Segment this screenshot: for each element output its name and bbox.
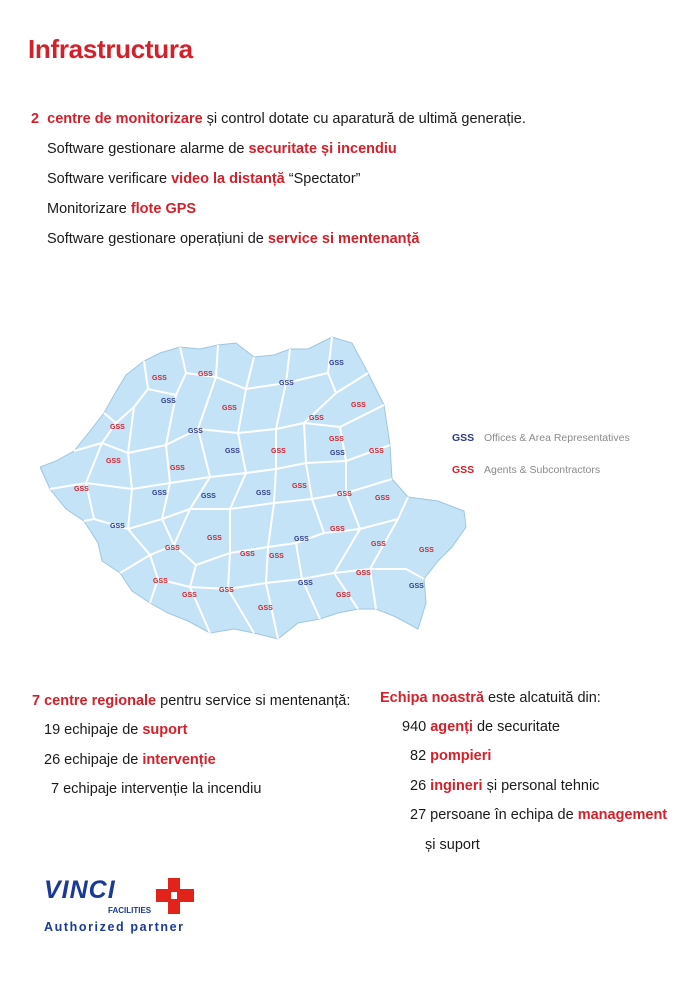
agent-marker: GSS	[271, 448, 286, 455]
legend-agents	[452, 464, 600, 476]
agent-marker: GSS	[329, 436, 344, 443]
office-marker: GSS	[279, 380, 294, 387]
legend-offices	[452, 432, 630, 444]
agent-marker: GSS	[419, 547, 434, 554]
office-marker: GSS	[110, 523, 125, 530]
office-marker: GSS	[330, 450, 345, 457]
agent-marker: GSS	[330, 526, 345, 533]
office-marker: GSS	[188, 428, 203, 435]
team-item-3-number: 26	[410, 778, 431, 794]
agent-marker: GSS	[198, 371, 213, 378]
regional-item-1-text: 19 echipaje de	[44, 722, 143, 738]
office-marker: GSS	[294, 536, 309, 543]
agent-marker: GSS	[106, 458, 121, 465]
agent-marker: GSS	[74, 486, 89, 493]
infra-line-4	[47, 201, 196, 217]
office-marker: GSS	[409, 583, 424, 590]
regional-item-1	[44, 722, 187, 738]
infra-line-3	[47, 171, 360, 187]
regional-item-1-highlight: suport	[142, 722, 188, 738]
agent-marker: GSS	[110, 424, 125, 431]
infra-line-4-text: Monitorizare	[47, 201, 131, 217]
regional-item-3: 7 echipaje intervenție la incendiu	[51, 781, 262, 797]
regional-text: pentru service si mentenanță:	[156, 693, 351, 709]
agent-marker: GSS	[182, 592, 197, 599]
agent-marker: GSS	[292, 483, 307, 490]
team-item-2	[410, 748, 491, 764]
team-highlight: Echipa noastră	[380, 690, 484, 706]
team-item-1	[402, 719, 560, 735]
infra-line-3-highlight: video la distanță	[171, 171, 285, 187]
agent-marker: GSS	[165, 545, 180, 552]
office-legend-marker: GSS	[452, 432, 475, 444]
logo-tagline: Authorized partner	[44, 920, 185, 934]
team-item-4	[410, 807, 667, 823]
infra-line-2-highlight: securitate și incendiu	[248, 141, 397, 157]
team-item-5: și suport	[425, 837, 480, 853]
agent-marker: GSS	[207, 535, 222, 542]
infra-line-2	[47, 141, 397, 157]
team-item-1-number: 940	[402, 719, 431, 735]
team-item-3	[410, 778, 599, 794]
regional-item-2-text: 26 echipaje de	[44, 752, 143, 768]
agent-marker: GSS	[152, 375, 167, 382]
team-item-4-text: 27 persoane în echipa de	[410, 807, 578, 823]
agent-marker: GSS	[337, 491, 352, 498]
page-title: Infrastructura	[28, 34, 193, 64]
agent-marker: GSS	[375, 495, 390, 502]
agent-legend-marker: GSS	[452, 464, 475, 476]
regional-item-2-highlight: intervenție	[142, 752, 216, 768]
logo-subtitle: FACILITIES	[108, 906, 152, 915]
office-marker: GSS	[329, 360, 344, 367]
infra-line-3-text: Software verificare	[47, 171, 172, 187]
team-item-3-text: și personal tehnic	[482, 778, 600, 794]
office-legend-label: Offices & Area Representatives	[484, 432, 630, 444]
team-item-1-text: de securitate	[472, 719, 560, 735]
team-heading	[380, 690, 601, 706]
office-marker: GSS	[152, 490, 167, 497]
vinci-cross-icon	[154, 876, 198, 916]
romania-map-graphic	[40, 333, 475, 645]
office-marker: GSS	[298, 580, 313, 587]
infra-line-5	[47, 231, 419, 247]
team-item-3-highlight: ingineri	[430, 778, 483, 794]
team-item-4-highlight: management	[577, 807, 668, 823]
agent-marker: GSS	[351, 402, 366, 409]
team-item-2-number: 82	[410, 748, 431, 764]
agent-marker: GSS	[219, 587, 234, 594]
centers-count: 2	[31, 111, 40, 127]
vinci-facilities-logo	[44, 876, 214, 940]
regional-heading	[32, 693, 350, 709]
infra-line-2-text: Software gestionare alarme de	[47, 141, 249, 157]
agent-marker: GSS	[356, 570, 371, 577]
centers-highlight: centre de monitorizare	[47, 111, 203, 127]
agent-marker: GSS	[269, 553, 284, 560]
logo-brand: VINCI	[44, 876, 116, 904]
infra-line-5-highlight: service si mentenanță	[267, 231, 420, 247]
agent-marker: GSS	[369, 448, 384, 455]
office-marker: GSS	[225, 448, 240, 455]
agent-marker: GSS	[222, 405, 237, 412]
agent-legend-label: Agents & Subcontractors	[484, 464, 601, 476]
agent-marker: GSS	[309, 415, 324, 422]
infra-line-5-text: Software gestionare operațiuni de	[47, 231, 268, 247]
regional-highlight: 7 centre regionale	[32, 693, 157, 709]
regional-item-2	[44, 752, 216, 768]
country-outline	[40, 337, 466, 639]
team-text: este alcatuită din:	[483, 690, 601, 706]
infra-line-1	[31, 111, 526, 127]
team-item-2-highlight: pompieri	[430, 748, 492, 764]
agent-marker: GSS	[240, 551, 255, 558]
infra-line-4-highlight: flote GPS	[130, 201, 197, 217]
centers-text: și control dotate cu aparatură de ultimă generație.	[202, 111, 526, 127]
office-marker: GSS	[201, 493, 216, 500]
team-item-1-highlight: agenți	[430, 719, 473, 735]
office-marker: GSS	[256, 490, 271, 497]
agent-marker: GSS	[153, 578, 168, 585]
office-marker: GSS	[161, 398, 176, 405]
agent-marker: GSS	[258, 605, 273, 612]
romania-map	[40, 333, 475, 645]
agent-marker: GSS	[371, 541, 386, 548]
agent-marker: GSS	[336, 592, 351, 599]
infra-line-3-suffix: “Spectator”	[284, 171, 361, 187]
agent-marker: GSS	[170, 465, 185, 472]
